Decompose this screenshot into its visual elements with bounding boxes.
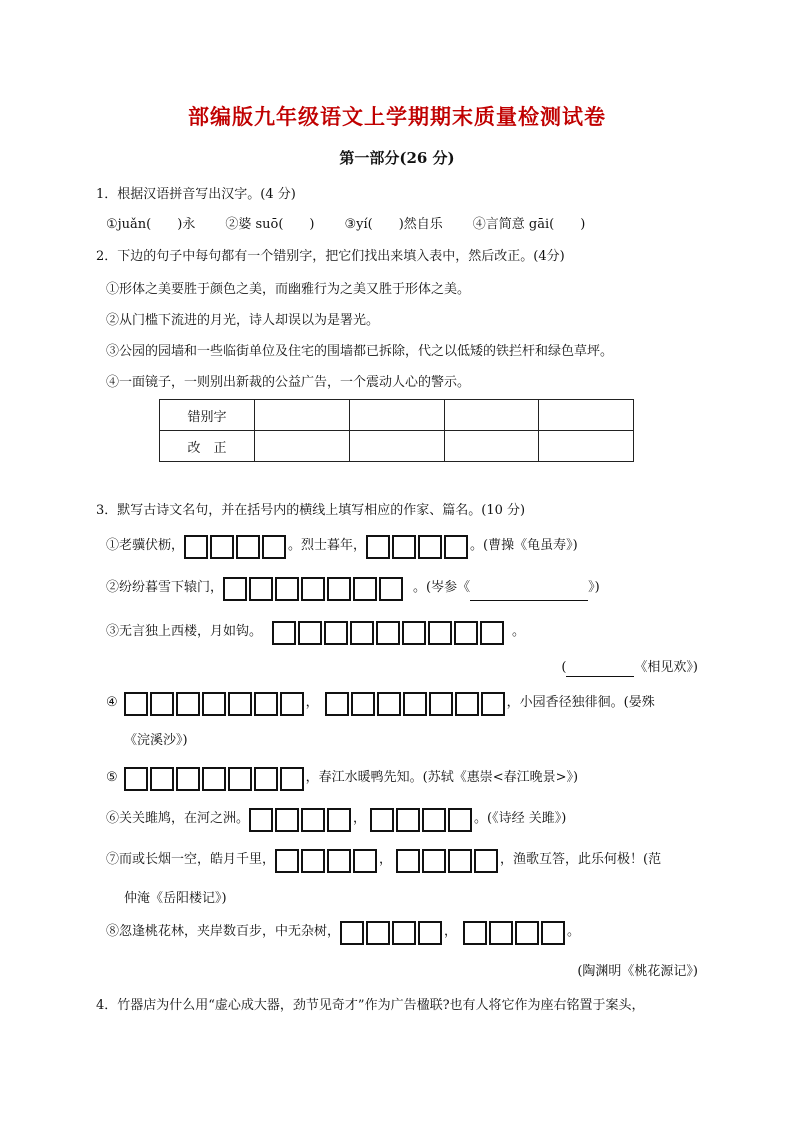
q3-item-7-source: 仲淹《岳阳楼记》) <box>124 891 227 906</box>
answer-boxes[interactable] <box>272 621 506 645</box>
q3-item-3-source: ( 《相见欢》) <box>561 660 698 675</box>
answer-cell[interactable] <box>255 400 350 431</box>
q2-sentence: ③公园的园墙和一些临街单位及住宅的围墙都已拆除，代之以低矮的铁拦杆和绿色草坪。 <box>106 344 614 359</box>
answer-boxes[interactable] <box>249 808 353 832</box>
q2-sentence: ②从门槛下流进的月光，诗人却误以为是署光。 <box>106 313 380 328</box>
q3-item-5: ⑤ ，春江水暖鸭先知。(苏轼《惠崇<春江晚景>》) <box>106 765 578 791</box>
q1-item: ①juǎn( )永 <box>106 217 196 232</box>
table-row <box>160 400 634 431</box>
q2-sentence: ④一面镜子，一则别出新裁的公益广告，一个震动人心的警示。 <box>106 375 471 390</box>
answer-cell[interactable] <box>255 431 350 462</box>
q3-item-1: ①老骥伏枥， 。烈士暮年， 。(曹操《龟虽寿》) <box>106 533 578 559</box>
answer-cell[interactable] <box>539 431 634 462</box>
correction-table <box>159 399 634 462</box>
table-row <box>160 431 634 462</box>
answer-cell[interactable] <box>444 431 539 462</box>
exam-title: 部编版九年级语文上学期期末质量检测试卷 <box>188 104 606 129</box>
q1-item: ④言简意 gāi( ) <box>472 217 586 232</box>
q3-item-7: ⑦而或长烟一空，皓月千里， ， ，渔歌互答，此乐何极！(范 <box>106 847 661 873</box>
answer-boxes[interactable] <box>184 535 288 559</box>
q1-item: ②婆 suō( ) <box>225 217 315 232</box>
answer-cell[interactable] <box>539 400 634 431</box>
answer-cell[interactable] <box>349 400 444 431</box>
answer-cell[interactable] <box>349 431 444 462</box>
answer-boxes[interactable] <box>223 577 405 601</box>
q3-item-8: ⑧忽逢桃花林，夹岸数百步，中无杂树， ， 。 <box>106 919 580 945</box>
answer-boxes[interactable] <box>340 921 444 945</box>
answer-boxes[interactable] <box>370 808 474 832</box>
answer-boxes[interactable] <box>124 692 306 716</box>
q4-stem: 4．竹器店为什么用“虚心成大器，劲节见奇才”作为广告楹联?也有人将它作为座右铭置于案头， <box>96 998 645 1013</box>
answer-boxes[interactable] <box>463 921 567 945</box>
q3-item-8-source: (陶渊明《桃花源记》) <box>577 964 698 979</box>
q3-item-6: ⑥关关雎鸠，在河之洲。 ， 。(《诗经 关雎》) <box>106 806 566 832</box>
q1-item: ③yí( )然自乐 <box>344 217 443 232</box>
answer-boxes[interactable] <box>366 535 470 559</box>
table-row-header: 改 正 <box>160 431 255 462</box>
answer-boxes[interactable] <box>124 767 306 791</box>
q3-item-4-source: 《浣溪沙》) <box>124 733 188 748</box>
q2-stem: 2．下边的句子中每句都有一个错别字，把它们找出来填入表中，然后改正。(4分) <box>96 249 565 264</box>
q3-item-3: ③无言独上西楼，月如钩。 。 <box>106 619 525 645</box>
table-row-header: 错别字 <box>160 400 255 431</box>
answer-blank[interactable] <box>566 662 634 677</box>
answer-blank[interactable] <box>470 586 588 601</box>
answer-boxes[interactable] <box>325 692 507 716</box>
answer-boxes[interactable] <box>275 849 379 873</box>
section-heading: 第一部分(26 分) <box>339 149 455 167</box>
answer-boxes[interactable] <box>396 849 500 873</box>
q1-stem: 1．根据汉语拼音写出汉字。(4 分) <box>96 187 296 202</box>
q1-items <box>106 216 585 234</box>
q3-item-2: ②纷纷暮雪下辕门， 。(岑参《 》) <box>106 575 600 601</box>
answer-cell[interactable] <box>444 400 539 431</box>
q3-stem: 3．默写古诗文名句，并在括号内的横线上填写相应的作家、篇名。(10 分) <box>96 503 526 518</box>
q2-sentence: ①形体之美要胜于颜色之美，而幽雅行为之美又胜于形体之美。 <box>106 282 471 297</box>
q3-item-4: ④ ， ，小园香径独徘徊。(晏殊 <box>106 690 655 716</box>
